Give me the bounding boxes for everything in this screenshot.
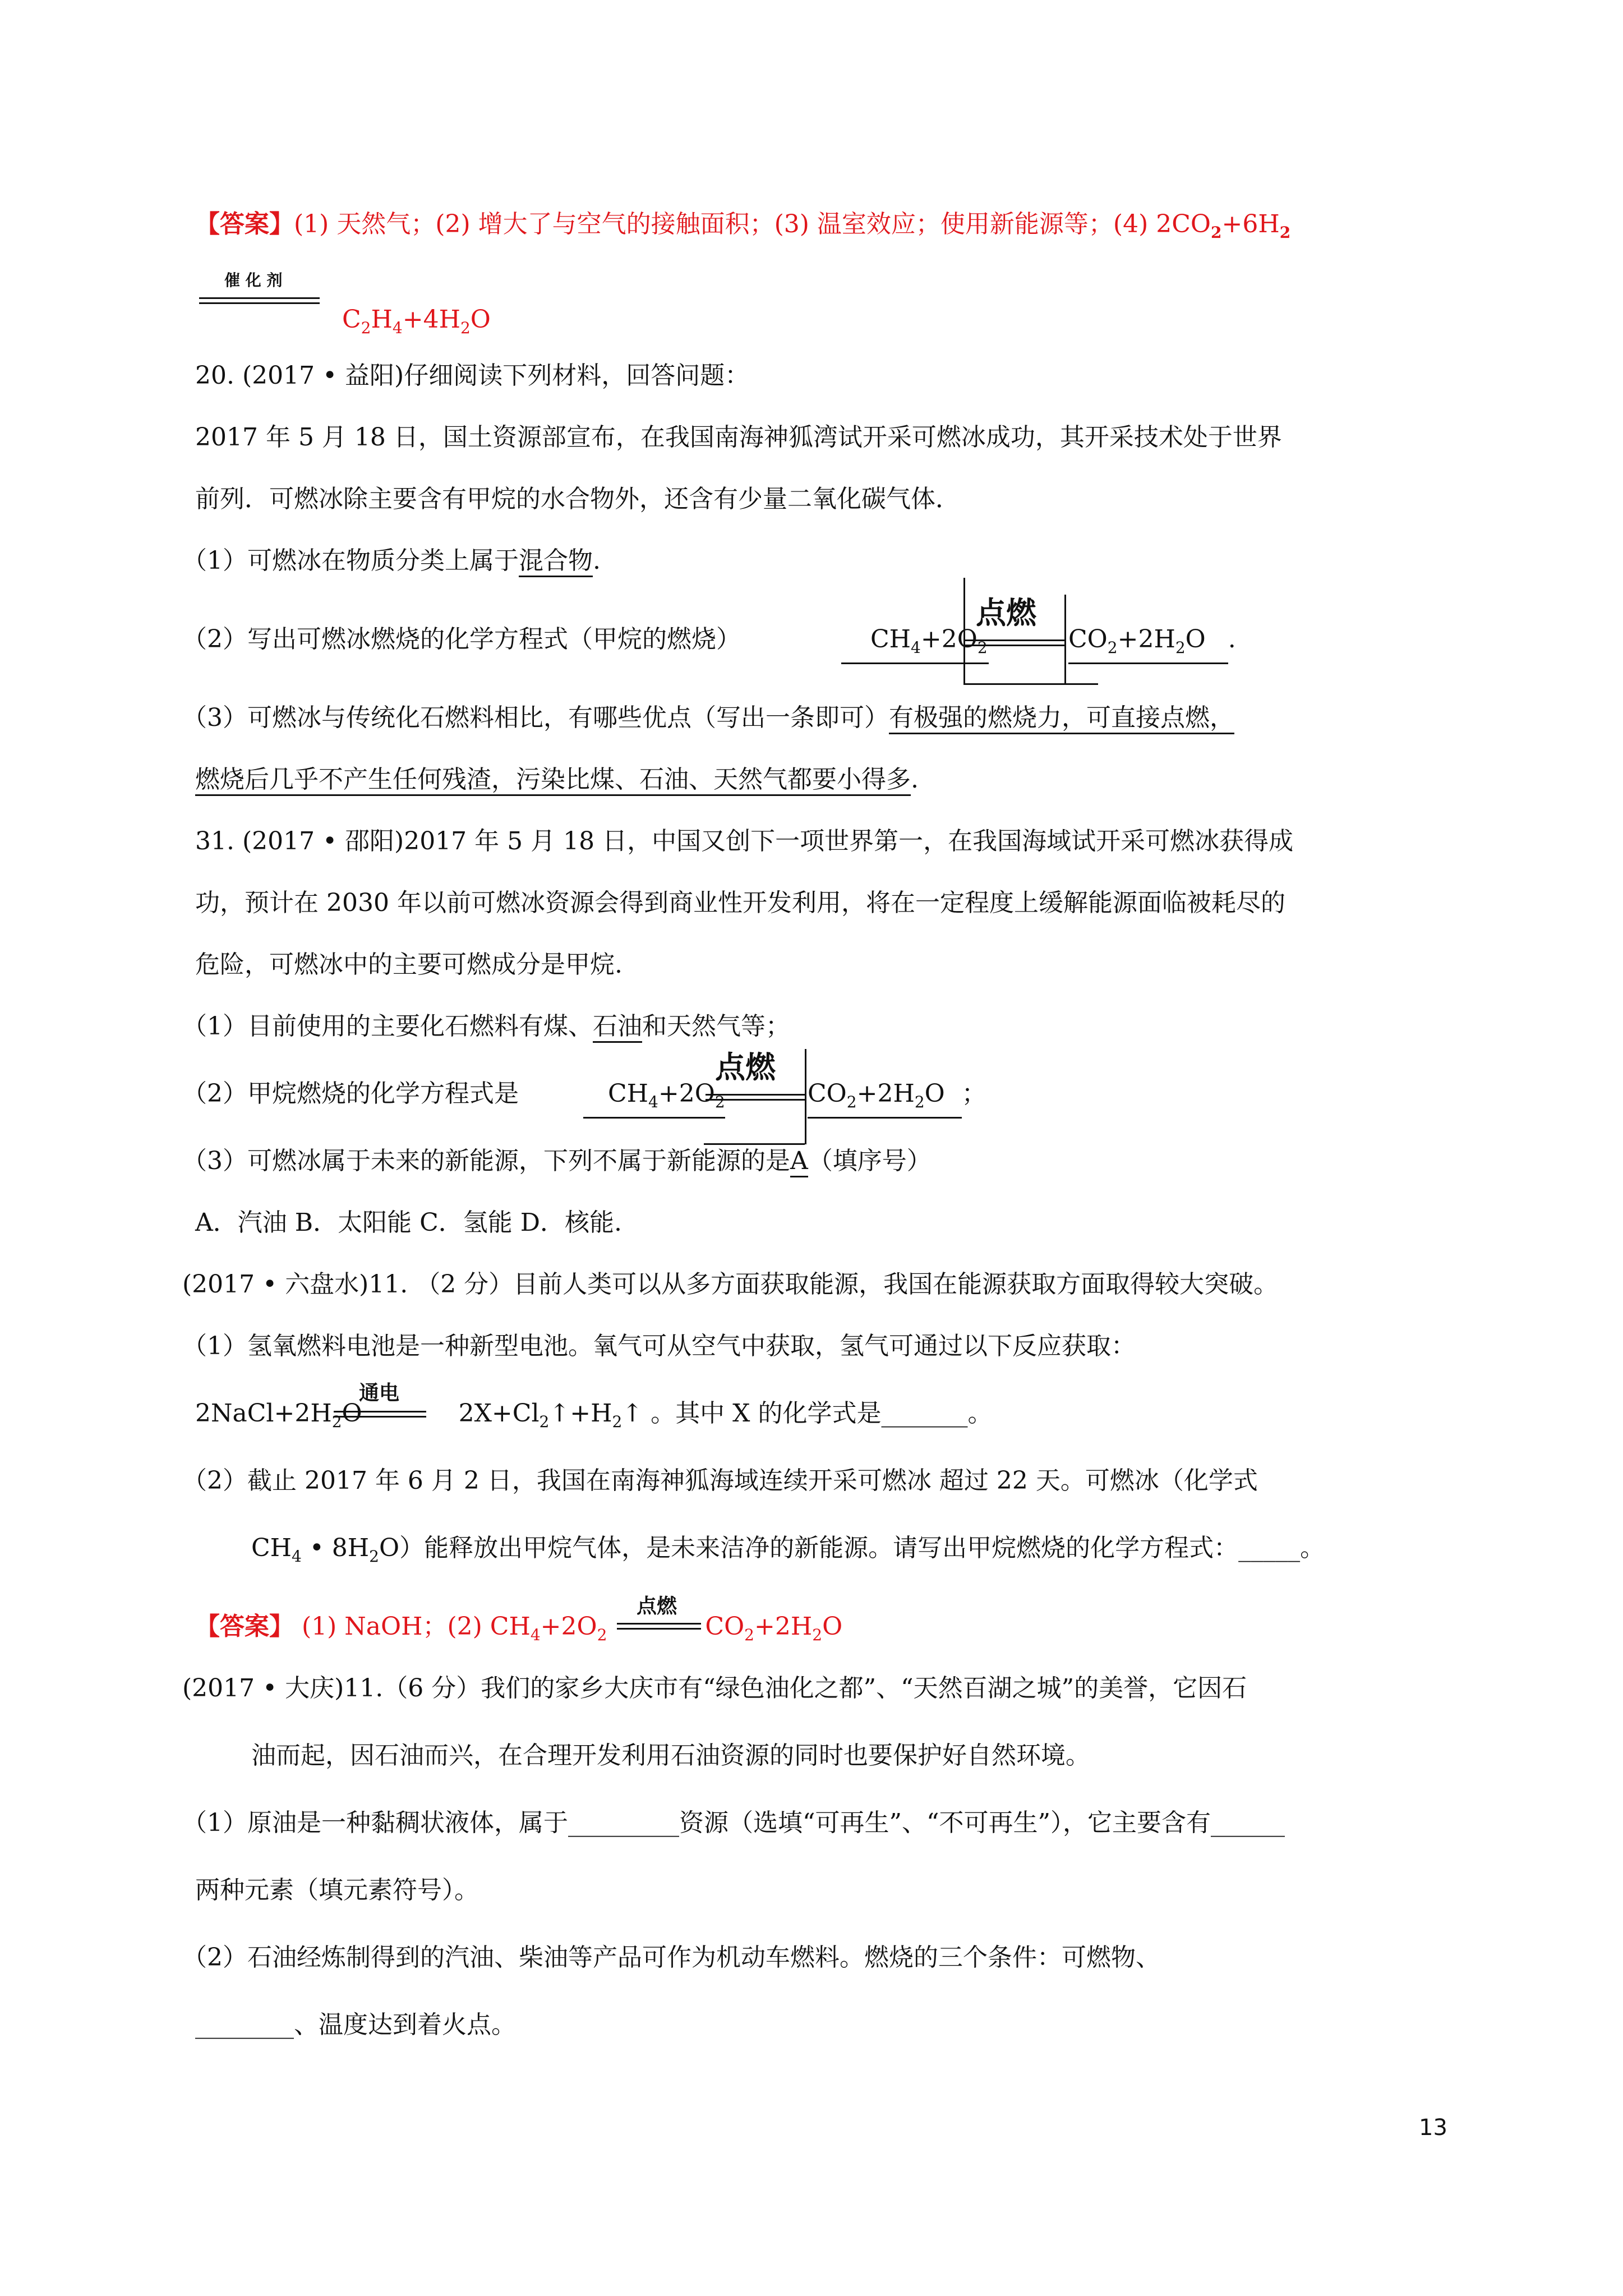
equation-blank-2: $CH_4+2O_2$ bbox=[583, 1077, 725, 1119]
question-20-text-2: 前列．可燃冰除主要含有甲烷的水合物外，还含有少量二氧化碳气体． bbox=[195, 485, 960, 513]
answer-line-1: 【答案】(1) 天然气；(2) 增大了与空气的接触面积；(3) 温室效应；使用新能源等；(4) $2CO_2+6H_2$ bbox=[195, 210, 1291, 242]
equation-blank-1: $CH_4+2O_2$ bbox=[841, 623, 989, 664]
ignite-condition: 点燃 bbox=[637, 1594, 677, 1618]
electrolysis-equation: $2NaCl+2H_2O$ $2X+Cl_2↑+H_2↑$ 。其中 X 的化学式是_______。 bbox=[195, 1399, 993, 1431]
answer-tag: 【答案】 bbox=[195, 210, 294, 238]
question-11-liupanshui-title: (2017 • 六盘水)11. （2 分）目前人类可以从多方面获取能源，我国在能源获取方面取得较大突破。 bbox=[182, 1270, 1279, 1299]
question-11-daqing-title: (2017 • 大庆)11.（6 分）我们的家乡大庆市有“绿色油化之都”、“天然百湖之城”的美誉，它因石 bbox=[182, 1674, 1247, 1703]
question-31-part-3: （3）可燃冰属于未来的新能源，下列不属于新能源的是A（填序号） bbox=[182, 1144, 932, 1178]
question-20-part-1: （1）可燃冰在物质分类上属于混合物. bbox=[182, 544, 601, 578]
question-31-part-1: （1）目前使用的主要化石燃料有煤、石油和天然气等； bbox=[182, 1010, 790, 1043]
question-11-daqing-part-1: （1）原油是一种黏稠状液体，属于_________资源（选填“可再生”、“不可再生”），它主要含有______ bbox=[182, 1809, 1285, 1837]
question-11-part-2-cont: $CH_4$ • $8H_2O$）能释放出甲烷气体，是未来洁净的新能源。请写出甲烷燃烧的化学方程式：_____。 bbox=[251, 1534, 1325, 1566]
question-20-part-2: （2）写出可燃冰燃烧的化学方程式（甲烷的燃烧） bbox=[182, 625, 741, 654]
answer-blank: 混合物 bbox=[519, 546, 593, 577]
box-right-line bbox=[1064, 595, 1066, 684]
question-11-daqing-part-1-cont: 两种元素（填元素符号）。 bbox=[195, 1876, 479, 1904]
equation-blank-1b: $CO_2+2H_2O$ . bbox=[1068, 623, 1236, 664]
ignite-condition: 点燃 bbox=[715, 1050, 776, 1085]
catalyst-condition: 催 化 剂 bbox=[224, 271, 283, 289]
question-11-part-2: （2）截止 2017 年 6 月 2 日，我国在南海神狐海域连续开采可燃冰 超过 22 天。可燃冰（化学式 bbox=[182, 1466, 1258, 1495]
box-right-line bbox=[805, 1049, 806, 1144]
question-20-part-3: （3）可燃冰与传统化石燃料相比，有哪些优点（写出一条即可）有极强的燃烧力，可直接点燃， bbox=[182, 701, 1234, 735]
box-bottom-line bbox=[963, 683, 1098, 685]
question-20-text-1: 2017 年 5 月 18 日，国土资源部宣布，在我国南海神狐湾试开采可燃冰成功，其开采技术处于世界 bbox=[195, 423, 1282, 452]
question-31-options: A．汽油 B．太阳能 C．氢能 D．核能. bbox=[195, 1208, 622, 1237]
question-11-daqing-part-2: （2）石油经炼制得到的汽油、柴油等产品可作为机动车燃料。燃烧的三个条件：可燃物、 bbox=[182, 1943, 1160, 1972]
answer-line-3: 【答案】 (1) NaOH；(2) $CH_4+2O_2$ $CO_2+2H_2O$ bbox=[195, 1612, 843, 1644]
question-31-text-1: 功，预计在 2030 年以前可燃冰资源会得到商业性开发利用，将在一定程度上缓解能源面临被耗尽的 bbox=[195, 889, 1285, 917]
page-number: 13 bbox=[1419, 2115, 1447, 2141]
electrify-condition: 通电 bbox=[359, 1381, 400, 1405]
question-11-daqing-text: 油而起，因石油而兴，在合理开发利用石油资源的同时也要保护好自然环境。 bbox=[251, 1741, 1090, 1770]
question-31-part-2: （2）甲烷燃烧的化学方程式是 bbox=[182, 1079, 519, 1108]
question-11-part-1: （1）氢氧燃料电池是一种新型电池。氧气可从空气中获取，氢气可通过以下反应获取： bbox=[182, 1332, 1136, 1360]
question-20-title: 20. (2017 • 益阳)仔细阅读下列材料，回答问题： bbox=[195, 361, 750, 390]
question-20-part-3-cont: 燃烧后几乎不产生任何残渣，污染比煤、石油、天然气都要小得多. bbox=[195, 763, 919, 797]
question-31-title: 31. (2017 • 邵阳)2017 年 5 月 18 日，中国又创下一项世界第一，在我国海域试开采可燃冰获得成 bbox=[195, 827, 1294, 855]
equation-blank-2b: $CO_2+2H_2O$ ； bbox=[808, 1077, 986, 1119]
question-31-text-2: 危险，可燃冰中的主要可燃成分是甲烷. bbox=[195, 950, 623, 979]
reaction-double-line bbox=[199, 297, 320, 304]
ignite-condition: 点燃 bbox=[976, 595, 1036, 631]
answer-line-2: $C_2H_4+4H_2O$ bbox=[342, 305, 491, 337]
question-11-daqing-part-2-cont: ________、温度达到着火点。 bbox=[195, 2010, 516, 2039]
